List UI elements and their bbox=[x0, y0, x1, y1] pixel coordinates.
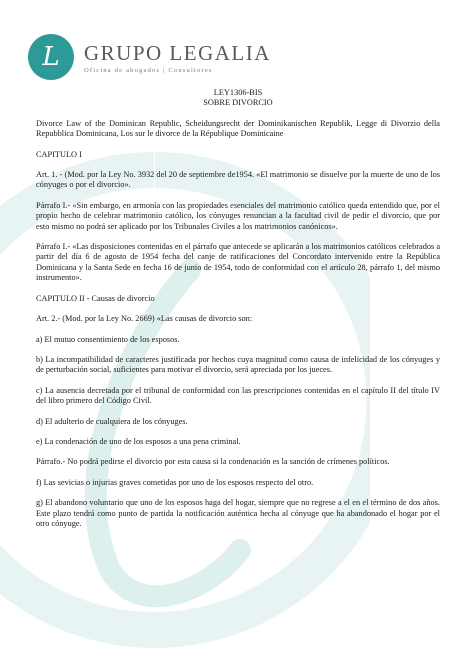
cause-d: d) El adulterio de cualquiera de los cónyuges. bbox=[36, 416, 188, 426]
law-title-line-2: SOBRE DIVORCIO bbox=[203, 98, 273, 108]
brand-name: GRUPO LEGALIA bbox=[84, 40, 271, 65]
intro-paragraph: Divorce Law of the Dominican Republic, Scheidungsrecht der Dominikanischen Republik, Legge di Divorzio della Repubblica Dominicana, Los sur le divorce de la République Dominicaine bbox=[36, 118, 440, 139]
document-body bbox=[36, 88, 440, 539]
cause-e-paragraph: Párrafo.- No podrá pedirse el divorcio por esta causa si la condenación es la sanción de crímenes políticos. bbox=[36, 457, 390, 467]
cause-g: g) El abandono voluntario que uno de los esposos haga del hogar, siempre que no regrese a el en el término de dos años. Este plazo tendrá como punto de partida la notificación auténtica hecha al cónyuge que ha abandonado el hogar por el otro cónyuge. bbox=[36, 498, 440, 528]
brand-subtitle: Oficina de abogados | Consultores bbox=[84, 66, 213, 74]
logo-letter: L bbox=[42, 42, 60, 72]
cause-e: e) La condenación de uno de los esposos a una pena criminal. bbox=[36, 436, 241, 446]
brand-logo-icon bbox=[28, 34, 74, 80]
chapter-1-heading: CAPITULO I bbox=[36, 149, 82, 159]
paragraph-1a: Párrafo I.- «Sin embargo, en armonía con las propiedades esenciales del matrimonio católico queda entendido que, por el propio hecho de celebrar matrimonio católico, los cónyuges renuncian a la facultad civil de pedir el divorcio, que por esto mismo no podrá ser aplicado por los Tribunales Civiles a los matrimonios canónicos». bbox=[36, 200, 440, 231]
law-title-line-1: LEY1306-BIS bbox=[213, 88, 263, 97]
cause-a: a) El mutuo consentimiento de los esposos. bbox=[36, 334, 180, 344]
law-title bbox=[36, 88, 440, 109]
article-1: Art. 1. - (Mod. por la Ley No. 3932 del 20 de septiembre de1954. «El matrimonio se disuelve por la muerte de uno de los cónyuges o por el divorcio». bbox=[36, 170, 440, 190]
cause-f: f) Las sevicias o injurias graves cometidas por uno de los esposos respecto del otro. bbox=[36, 477, 314, 487]
cause-c: c) La ausencia decretada por el tribunal de conformidad con las prescripciones contenidas en el capítulo II del título IV del libro primero del Código Civil. bbox=[36, 385, 440, 406]
letterhead bbox=[28, 34, 271, 80]
paragraph-1b: Párrafo I.- «Las disposiciones contenidas en el párrafo que antecede se aplicarán a los matrimonios católicos celebrados a partir del día 6 de agosto de 1954 fecha del canje de ratificaciones del Concordato intervenido entre la República Dominicana y la Santa Sede en fecha 16 de junio de 1954, todo de conformidad con el artículo 28, párrafo 1, del mismo instrumento». bbox=[36, 242, 440, 283]
brand-text bbox=[84, 41, 271, 74]
cause-b: b) La incompatibilidad de caracteres justificada por hechos cuya magnitud como causa de infelicidad de los cónyuges y de perturbación social, suficientes para motivar el divorcio, será apreciada por los jueces. bbox=[36, 354, 440, 375]
chapter-2-heading: CAPITULO II - Causas de divorcio bbox=[36, 293, 155, 303]
article-2: Art. 2.- (Mod. por la Ley No. 2669) «Las causas de divorcio son: bbox=[36, 314, 253, 324]
